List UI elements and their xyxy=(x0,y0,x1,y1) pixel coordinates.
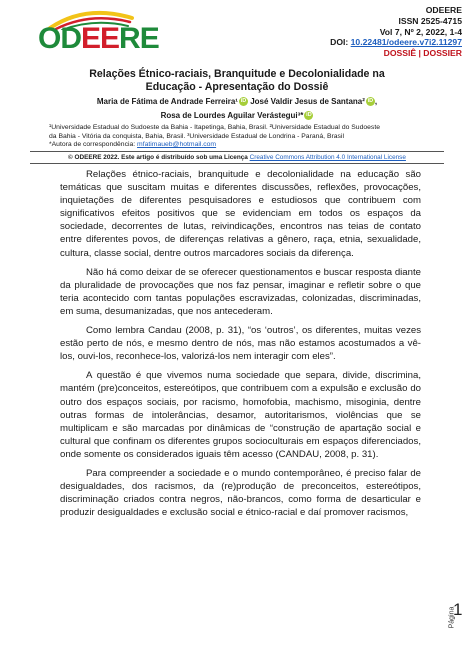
logo-wordmark: ODEERE xyxy=(38,22,159,55)
page-number xyxy=(447,600,467,640)
section-label: DOSSIÊ | DOSSIER xyxy=(383,48,462,59)
correspondence-email[interactable]: mfatimaueb@hotmail.com xyxy=(137,141,217,149)
correspondence-line xyxy=(49,141,425,150)
paragraph: Para compreender a sociedade e o mundo contemporâneo, é preciso falar de desigualdades, dos racismos, da (re)produção de preconceitos, estereótipos, discriminação criados contra negros, não-brancos, como forma de desarticular e produzir desigualdades e exclusão social e étnico-racial e daí promover racismos, xyxy=(60,467,421,519)
orcid-icon[interactable]: iD xyxy=(306,112,312,119)
license-text: © ODEERE 2022. Este artigo é distribuído sob uma Licença xyxy=(68,154,248,161)
paragraph: Não há como deixar de se oferecer questionamentos e buscar resposta diante da pluralidade de provocações que nos faz pensar, imaginar e refletir sobre o que teria acontecido com tantas populações escravizadas, colonizadas, discriminadas, em suma, desumanizadas, que nos antecederam. xyxy=(60,266,421,317)
authors-line-2 xyxy=(30,109,444,123)
orcid-icon[interactable]: iD xyxy=(240,98,247,105)
affiliation-line-1: ¹Universidade Estadual do Sudoeste da Bahia - Itapetinga, Bahia, Brasil. ²Universidade Estadual do Sudoeste xyxy=(49,124,380,131)
page-value: 1 xyxy=(453,600,463,619)
author-1: Maria de Fátima de Andrade Ferreira¹ xyxy=(96,97,238,106)
issn: ISSN 2525-4715 xyxy=(398,15,462,26)
divider-top xyxy=(30,151,444,152)
divider-bottom xyxy=(30,163,444,164)
authors-line-1: Maria de Fátima de Andrade Ferreira¹ iD José Valdir Jesus de Santana² iD , xyxy=(96,97,378,106)
author-2: José Valdir Jesus de Santana² xyxy=(250,97,365,106)
title-line-1: Relações Étnico-raciais, Branquitude e Decolonialidade na xyxy=(89,68,385,80)
doi-label: DOI: xyxy=(330,37,349,48)
paragraph: A questão é que vivemos numa sociedade que separa, divide, discrimina, mantém (pre)conceitos, estereótipos, que contribuem com a expulsão e exclusão do outro dos espaços sociais, por racismo, homofobia, machismo, misoginia, dentre outras formas de intolerâncias, desamor, autoritarismos, violências que se multiplicam e são marcadas por dinâmicas de “construção de apartação social e cultural que confinam os diferentes grupos socioculturais em espaços diferenciados, onde somente os considerados iguais têm acesso (CANDAU, 2008, p. 31). xyxy=(60,370,421,460)
affiliation-line-2: da Bahia - Vitória da conquista, Bahia, Brasil. ³Universidade Estadual de Londrina - Paraná, Brasil xyxy=(49,132,344,140)
correspondence-label: *Autora de correspondência: xyxy=(49,141,136,149)
article-body xyxy=(60,168,421,525)
doi-link[interactable]: 10.22481/odeere.v7i2.11297 xyxy=(350,37,462,48)
journal-name: ODEERE xyxy=(425,5,462,15)
affiliations xyxy=(49,124,425,150)
paragraph: Como lembra Candau (2008, p. 31), “os ‘outros’, os diferentes, muitas vezes estão perto de nós, e mesmo dentro de nós, mas não estamos acostumados a vê-los, ouvi-los, reconhece-los, valorizá-los nem interagir com eles”. xyxy=(60,325,421,363)
journal-metadata xyxy=(330,5,462,59)
license-notice xyxy=(30,154,444,162)
license-link[interactable]: Creative Commons Attribution 4.0 International License xyxy=(249,154,406,161)
author-3: Rosa de Lourdes Aguilar Verástegui³* xyxy=(160,111,304,120)
journal-logo xyxy=(38,8,159,55)
volume-info: Vol 7, Nº 2, 2022, 1-4 xyxy=(379,26,462,37)
doi-line xyxy=(330,37,462,48)
orcid-icon[interactable]: iD xyxy=(367,98,374,105)
article-title xyxy=(30,68,444,93)
page-label: Página xyxy=(448,606,456,629)
author-list xyxy=(30,95,444,123)
paragraph: Relações étnico-raciais, branquitude e decolonialidade na educação são temáticas que suscitam muitas e diferentes discussões, reflexões, provocações, inquietações de diferentes pesquisadores e estudiosos que contribuem com significativos efeitos positivos que se evidenciam em todos os espaços da sociedade, decorrentes de lutas, reivindicações, encontros nas teias de contato entre diferentes povos, de diferenças relativas a gênero, raça, etnia, sexualidade, cultura, classe social, dentre outros marcadores sociais da diferença. xyxy=(60,169,421,259)
title-line-2: Educação - Apresentação do Dossiê xyxy=(145,80,329,93)
